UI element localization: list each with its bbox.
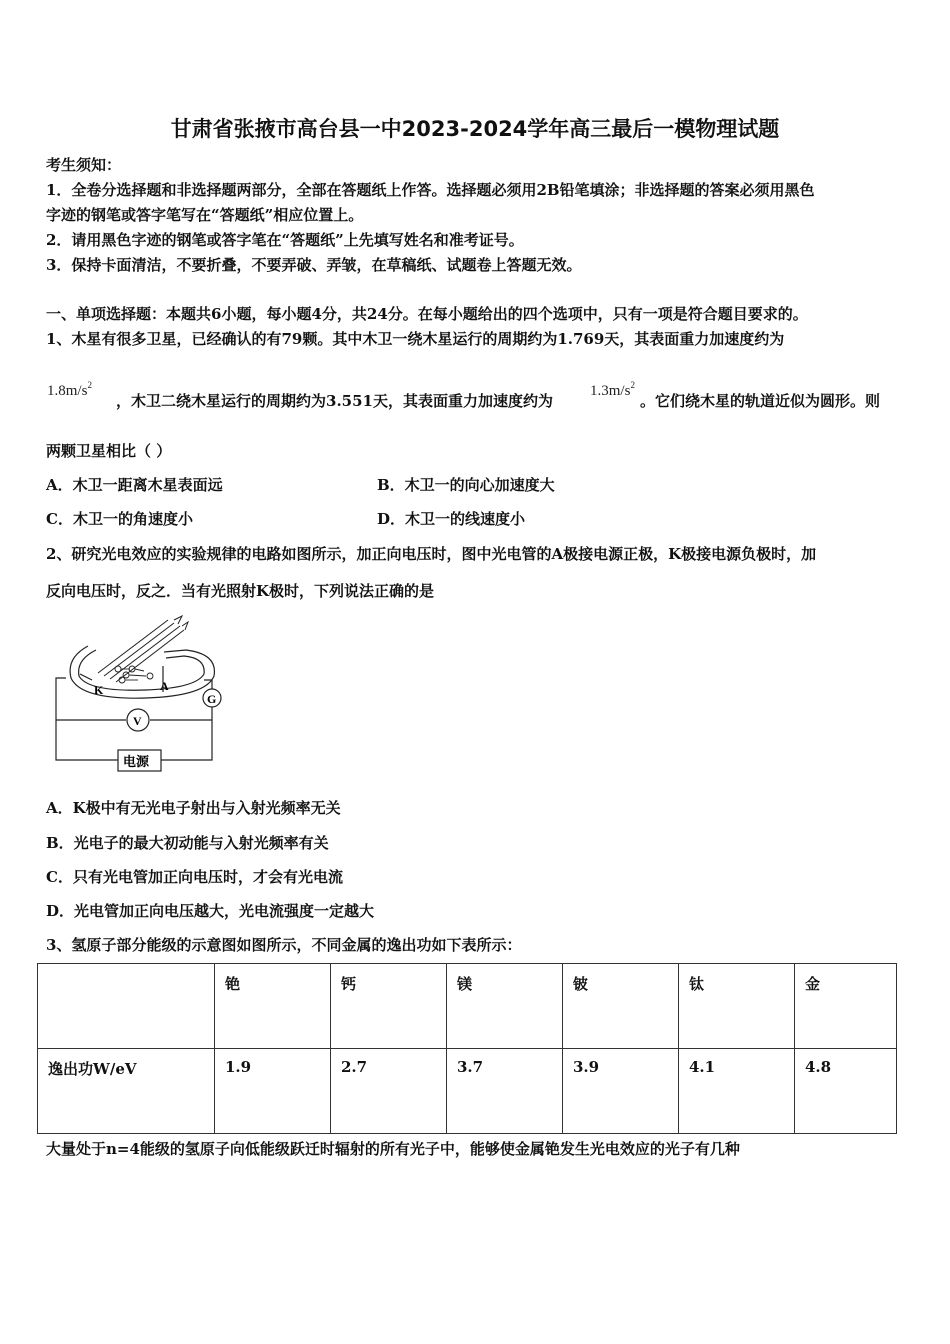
electrode-k-label: K <box>94 683 104 697</box>
light-rays <box>98 616 188 682</box>
q2-option-c: C．只有光电管加正向电压时，才会有光电流 <box>46 868 343 886</box>
table-cell: 2.7 <box>331 1049 447 1134</box>
q1-accel-1: $1.8m/s^2$ <box>47 380 92 399</box>
notice-heading: 考生须知： <box>46 156 122 174</box>
table-header-cell: 铍 <box>563 964 679 1049</box>
q1-end-text: 。它们绕木星的轨道近似为圆形。则 <box>640 392 881 410</box>
q2-line-2: 反向电压时，反之．当有光照射K极时，下列说法正确的是 <box>46 582 435 600</box>
q2-option-d: D．光电管加正向电压越大，光电流强度一定越大 <box>46 902 375 920</box>
notice-item-1-line-2: 字迹的钢笔或答字笔写在“答题纸”相应位置上。 <box>46 206 364 224</box>
q1-option-a: A．木卫一距离木星表面远 <box>46 476 223 494</box>
table-cell: 3.9 <box>563 1049 679 1134</box>
table-header-cell: 钙 <box>331 964 447 1049</box>
voltmeter-label: V <box>133 714 142 728</box>
table-cell: 3.7 <box>447 1049 563 1134</box>
page-title: 甘肃省张掖市高台县一中2023-2024学年高三最后一模物理试题 <box>170 117 780 141</box>
q2-line-1: 2、研究光电效应的实验规律的电路如图所示，加正向电压时，图中光电管的A极接电源正极，K极接电源负极时，加 <box>46 545 817 563</box>
phototube <box>70 646 214 698</box>
table-header-cell: 铯 <box>215 964 331 1049</box>
table-row-label: 逸出功W/eV <box>38 1049 215 1134</box>
table-header-cell: 金 <box>795 964 897 1049</box>
table-header-cell: 镁 <box>447 964 563 1049</box>
q2-option-a: A．K极中有无光电子射出与入射光频率无关 <box>46 799 341 817</box>
power-source-label: 电源 <box>123 755 150 770</box>
notice-item-1-line-1: 1．全卷分选择题和非选择题两部分，全部在答题纸上作答。选择题必须用2B铅笔填涂；非选择题的答案必须用黑色 <box>46 181 815 199</box>
q2-option-b: B．光电子的最大初动能与入射光频率有关 <box>46 834 329 852</box>
work-function-table <box>37 963 897 1134</box>
q3-line-2: 大量处于n=4能级的氢原子向低能级跃迁时辐射的所有光子中，能够使金属铯发生光电效应的光子有几种 <box>46 1140 740 1158</box>
q1-option-c: C．木卫一的角速度小 <box>46 510 193 528</box>
notice-item-3: 3．保持卡面清洁，不要折叠，不要弄破、弄皱，在草稿纸、试题卷上答题无效。 <box>46 256 582 274</box>
table-header-row <box>38 964 897 1049</box>
table-row <box>38 1049 897 1134</box>
q1-line-1: 1、木星有很多卫星，已经确认的有79颗。其中木卫一绕木星运行的周期约为1.769天，其表面重力加速度约为 <box>46 330 785 348</box>
table-cell: 4.1 <box>679 1049 795 1134</box>
q1-option-b: B．木卫一的向心加速度大 <box>377 476 555 494</box>
q1-option-d: D．木卫一的线速度小 <box>377 510 526 528</box>
electrode-a-label: A <box>160 679 169 693</box>
q1-line-3: 两颗卫星相比（ ） <box>46 442 172 460</box>
notice-item-2: 2．请用黑色字迹的钢笔或答字笔在“答题纸”上先填写姓名和准考证号。 <box>46 231 524 249</box>
table-header-cell <box>38 964 215 1049</box>
table-header-cell: 钛 <box>679 964 795 1049</box>
table-cell: 4.8 <box>795 1049 897 1134</box>
table-cell: 1.9 <box>215 1049 331 1134</box>
q1-accel-2: $1.3m/s^2$ <box>590 380 635 399</box>
q1-mid-text: ，木卫二绕木星运行的周期约为3.551天，其表面重力加速度约为 <box>116 392 553 410</box>
galvanometer-label: G <box>207 692 217 706</box>
section-heading: 一、单项选择题：本题共6小题，每小题4分，共24分。在每小题给出的四个选项中，只有一项是符合题目要求的。 <box>46 305 808 323</box>
q3-line-1: 3、氢原子部分能级的示意图如图所示，不同金属的逸出功如下表所示： <box>46 936 522 954</box>
photoelectric-circuit-diagram <box>46 608 236 778</box>
